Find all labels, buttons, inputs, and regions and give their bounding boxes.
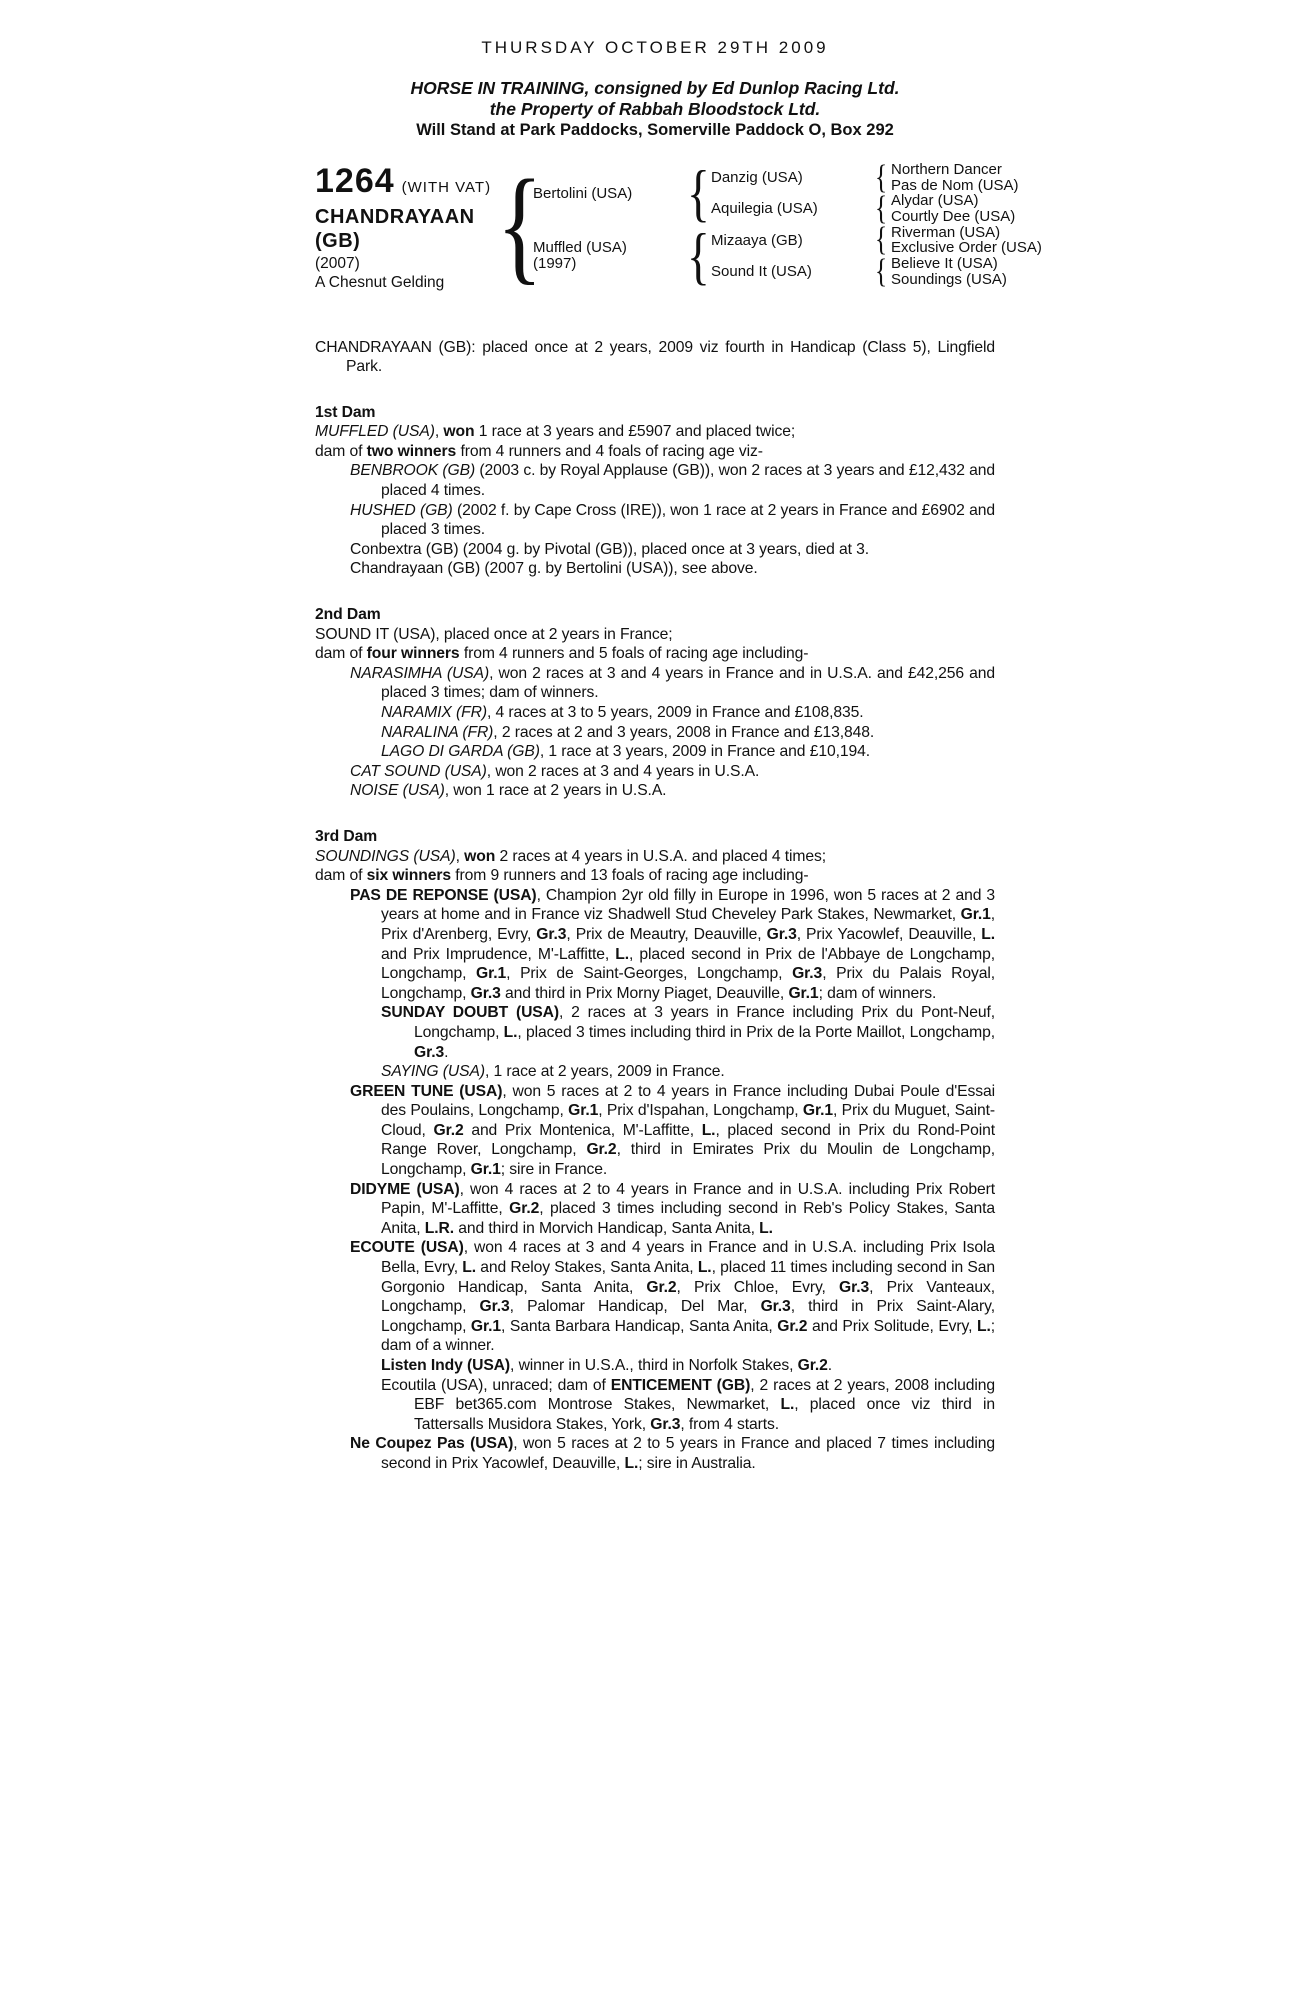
text-segment: (2003 c. by Royal Applause (GB)), won 2 races at 3 years and £12,432 and placed 4 times. [381, 462, 995, 500]
lot-title [315, 164, 507, 198]
text-segment: , Prix de Saint-Georges, Longchamp, [506, 965, 793, 983]
text-segment: , 1 race at 3 years, 2009 in France and £10,194. [539, 743, 870, 761]
text-segment: 2 races at 4 years in U.S.A. and placed 4 times; [495, 847, 826, 865]
text-segment: , Santa Barbara Handicap, Santa Anita, [501, 1317, 778, 1335]
text-segment: DIDYME (USA) [350, 1180, 460, 1198]
pedigree-paragraph [315, 723, 995, 743]
text-segment: L. [624, 1454, 639, 1472]
text-segment: and Reloy Stakes, Santa Anita, [476, 1259, 698, 1277]
text-segment: , winner in U.S.A., third in Norfolk Stakes, [510, 1357, 798, 1374]
text-segment: , placed once viz third in Tattersalls Musidora Stakes, York, [414, 1396, 996, 1433]
horse-description: A Chesnut Gelding [315, 273, 445, 291]
text-segment: dam of [315, 867, 367, 885]
text-segment: L. [976, 1317, 991, 1335]
text-segment: ; sire in France. [500, 1161, 608, 1179]
text-segment: , Prix d'Arenberg, Evry, [381, 906, 995, 943]
dam-section [315, 605, 995, 801]
text-segment: Gr.3 [470, 984, 501, 1002]
text-segment: , Prix Yacowlef, Deauville, [796, 925, 982, 943]
great-grandparent-name: Soundings (USA) [891, 270, 1007, 288]
lot-number: 1264 [315, 162, 395, 200]
text-segment: , 2 races at 2 years, 2008 including EBF bet365.com Montrose Stakes, Newmarket, [414, 1376, 995, 1414]
text-segment: Listen Indy (USA) [381, 1357, 511, 1374]
text-segment: , won 1 race at 2 years in U.S.A. [444, 782, 667, 800]
pedigree-paragraph [315, 866, 995, 886]
pedigree-paragraph [315, 1434, 995, 1473]
dam-year: (1997) [533, 255, 577, 273]
text-segment: six winners [366, 867, 451, 885]
text-segment: , 2 races at 2 and 3 years, 2008 in France and £13,848. [493, 723, 875, 741]
dam-dam-name: Sound It (USA) [711, 262, 812, 280]
text-segment: Ne Coupez Pas (USA) [350, 1435, 514, 1453]
text-segment: , Prix du Palais Royal, Longchamp, [381, 965, 995, 1002]
pedigree-brace-icon [871, 193, 891, 224]
text-segment: SOUNDINGS (USA) [315, 847, 456, 865]
text-segment: NOISE (USA) [350, 782, 445, 800]
great-grandparent-name: Riverman (USA) [891, 223, 1001, 241]
pedigree-paragraph [315, 1376, 995, 1435]
text-segment: L. [981, 925, 995, 943]
race-record [315, 338, 995, 377]
text-segment: and Prix Imprudence, M'-Laffitte, [381, 945, 616, 963]
text-segment: ENTICEMENT (GB) [610, 1376, 751, 1394]
dam-section-heading: 1st Dam [315, 403, 376, 421]
text-segment: Ecoutila (USA), unraced; dam of [381, 1376, 611, 1394]
pedigree-paragraph [315, 644, 995, 664]
text-segment: SAYING (USA) [381, 1063, 485, 1081]
text-segment: Gr.2 [646, 1278, 677, 1296]
horse-country-suffix: (GB) [315, 230, 361, 252]
text-segment: Gr.2 [586, 1141, 617, 1159]
text-segment: , won 2 races at 3 and 4 years in France and in U.S.A. and £42,256 and placed 3 times; dam of winners. [381, 664, 995, 702]
text-segment: Gr.1 [802, 1102, 833, 1120]
great-grandparent-name: Exclusive Order (USA) [891, 239, 1042, 257]
dam-name: Muffled (USA) [533, 239, 627, 257]
text-segment: and third in Morvich Handicap, Santa Anita, [454, 1219, 760, 1237]
great-grandparent-name: Northern Dancer [891, 161, 1002, 178]
text-segment: ECOUTE (USA) [350, 1239, 464, 1257]
text-segment: . [444, 1043, 449, 1061]
text-segment: four winners [366, 645, 460, 663]
text-segment: , won 4 races at 2 to 4 years in France and in U.S.A. including Prix Robert Papin, M'-Laffitte, [381, 1180, 995, 1218]
dam-block [533, 225, 685, 288]
text-segment: , Prix de Meautry, Deauville, [566, 925, 767, 943]
text-segment: L. [780, 1396, 795, 1414]
pedigree-paragraph [315, 847, 995, 867]
pedigree-paragraph [315, 559, 995, 579]
text-segment: and Prix Montenica, M'-Laffitte, [463, 1121, 702, 1139]
text-segment: L. [759, 1219, 773, 1237]
pedigree-paragraph [315, 762, 995, 782]
text-segment: L. [615, 945, 629, 963]
text-segment: , placed 11 times including second in San Gorgonio Handicap, Santa Anita, [381, 1259, 995, 1296]
pedigree-paragraph [315, 1356, 995, 1376]
text-segment: L. [462, 1259, 476, 1277]
text-segment: ; dam of winners. [818, 984, 937, 1002]
text-segment: Gr.2 [509, 1200, 540, 1218]
pedigree-paragraph [315, 501, 995, 540]
text-segment: , third in Emirates Prix du Moulin de Longchamp, Longchamp, [381, 1141, 995, 1179]
text-segment: Gr.2 [777, 1317, 808, 1335]
property-line: the Property of Rabbah Bloodstock Ltd. [489, 99, 821, 119]
text-segment: SUNDAY DOUBT (USA) [381, 1004, 560, 1022]
pedigree-brace-icon [685, 162, 711, 225]
text-segment: Gr.3 [414, 1043, 445, 1061]
text-segment: CAT SOUND (USA) [350, 762, 487, 780]
text-segment: Gr.2 [433, 1121, 464, 1139]
pedigree-brace-icon [871, 225, 891, 256]
pedigree-paragraph [315, 1082, 995, 1180]
text-segment: Gr.3 [479, 1298, 510, 1316]
pedigree-paragraph [315, 1003, 995, 1062]
pedigree-brace-icon [871, 256, 891, 287]
sire-sire-name: Danzig (USA) [711, 168, 803, 186]
text-segment: Gr.1 [960, 906, 991, 924]
text-segment: ; dam of a winner. [381, 1317, 995, 1355]
text-segment: , Prix Vanteaux, Longchamp, [381, 1278, 995, 1316]
text-segment: LAGO DI GARDA (GB) [381, 743, 540, 761]
foaling-year: (2007) [315, 255, 360, 272]
text-segment: , Prix d'Ispahan, Longchamp, [598, 1102, 803, 1120]
text-segment: GREEN TUNE (USA) [350, 1082, 503, 1100]
text-segment: NARASIMHA (USA) [350, 664, 490, 682]
text-segment: Gr.1 [788, 984, 819, 1002]
text-segment: Chandrayaan (GB) (2007 g. by Bertolini (USA)), see above. [350, 560, 758, 578]
text-segment: L.R. [424, 1219, 455, 1237]
pedigree-brace-icon [871, 162, 891, 193]
text-segment: Gr.3 [536, 925, 567, 943]
text-segment: , from 4 starts. [680, 1415, 780, 1433]
pedigree-paragraph [315, 781, 995, 801]
text-segment: , placed 3 times including second in Reb's Policy Stakes, Santa Anita, [381, 1200, 995, 1237]
text-segment: Gr.1 [568, 1102, 599, 1120]
page-header [315, 0, 995, 140]
great-grandparent-name: Alydar (USA) [891, 192, 979, 210]
text-segment: Gr.3 [766, 925, 797, 943]
text-segment: . [827, 1357, 833, 1374]
text-segment: , [434, 423, 444, 441]
pedigree-paragraph [315, 625, 995, 645]
text-segment: NARALINA (FR) [381, 723, 494, 741]
text-segment: , placed 3 times including third in Prix de la Porte Maillot, Longchamp, [517, 1023, 995, 1041]
text-segment: L. [697, 1259, 712, 1277]
text-segment: dam of [315, 645, 367, 663]
text-segment: Gr.3 [839, 1278, 870, 1296]
dam-sire-name: Mizaaya (GB) [711, 231, 803, 249]
text-segment: , 2 races at 3 years in France including Prix du Pont-Neuf, Longchamp, [414, 1004, 995, 1041]
text-segment: and third in Prix Morny Piaget, Deauville, [500, 984, 789, 1002]
text-segment: , won 4 races at 3 and 4 years in France and in U.S.A. including Prix Isola Bella, Evry, [381, 1239, 995, 1277]
sire-dam-name: Aquilegia (USA) [711, 200, 818, 218]
text-segment: 1 race at 3 years and £5907 and placed twice; [474, 423, 796, 441]
text-segment: Gr.1 [476, 965, 507, 983]
text-segment: NARAMIX (FR) [381, 704, 487, 721]
text-segment: L. [701, 1121, 716, 1139]
text-segment: , won 5 races at 2 to 4 years in France including Dubai Poule d'Essai des Poulains, Longchamp, [381, 1082, 996, 1120]
pedigree-paragraph [315, 1062, 995, 1082]
text-segment: , 1 race at 2 years, 2009 in France. [484, 1063, 725, 1081]
text-segment: two winners [366, 442, 457, 460]
text-segment: , Champion 2yr old filly in Europe in 1996, won 5 races at 2 and 3 years at home and in France viz Shadwell Stud Cheveley Park Stakes, Newmarket, [381, 886, 995, 924]
text-segment: dam of [315, 442, 367, 460]
text-segment: , won 5 races at 2 to 5 years in France and placed 7 times including second in Prix Yacowlef, Deauville, [381, 1435, 996, 1472]
pedigree-paragraph [315, 886, 995, 1004]
pedigree-paragraph [315, 742, 995, 762]
dam-section-heading: 3rd Dam [315, 827, 378, 845]
pedigree-paragraph [315, 1238, 995, 1356]
text-segment: , Prix du Muguet, Saint-Cloud, [381, 1102, 995, 1139]
text-segment: won [464, 847, 496, 865]
lot-block [315, 162, 507, 291]
text-segment: , Palomar Handicap, Del Mar, [509, 1298, 761, 1316]
text-segment: PAS DE REPONSE (USA) [350, 886, 537, 904]
sale-date: THURSDAY OCTOBER 29TH 2009 [481, 38, 829, 57]
great-grandparent-name: Believe It (USA) [891, 255, 998, 273]
text-segment: (2002 f. by Cape Cross (IRE)), won 1 race at 2 years in France and £6902 and placed 3 times. [381, 501, 995, 539]
dam-section [315, 403, 995, 579]
text-segment: Gr.3 [650, 1415, 681, 1433]
text-segment: won [443, 423, 475, 441]
race-record-paragraph [315, 338, 995, 377]
text-segment: MUFFLED (USA) [315, 423, 435, 441]
pedigree-paragraph [315, 1180, 995, 1239]
text-segment: CHANDRAYAAN (GB): placed once at 2 years, 2009 viz fourth in Handicap (Class 5), Lingfield Park. [315, 338, 995, 376]
dam-sections [315, 403, 995, 1474]
stabling-location: Will Stand at Park Paddocks, Somerville Paddock O, Box 292 [416, 121, 894, 139]
pedigree-paragraph [315, 664, 995, 703]
text-segment: ; sire in Australia. [638, 1454, 756, 1472]
dam-section [315, 827, 995, 1474]
text-segment: L. [503, 1023, 518, 1041]
text-segment: from 9 runners and 13 foals of racing age including- [450, 867, 809, 885]
text-segment: , [455, 847, 465, 865]
pedigree-brace-icon [507, 162, 533, 288]
text-segment: from 4 runners and 4 foals of racing age viz- [456, 442, 763, 460]
text-segment: , Prix Chloe, Evry, [676, 1278, 840, 1296]
great-grandparent-name: Pas de Nom (USA) [891, 176, 1019, 194]
text-segment: HUSHED (GB) [350, 501, 453, 519]
text-segment: Gr.3 [792, 965, 823, 983]
pedigree-paragraph [315, 461, 995, 500]
text-segment: Gr.2 [797, 1357, 828, 1374]
dam-section-heading: 2nd Dam [315, 606, 381, 624]
pedigree-paragraph [315, 442, 995, 462]
great-grandparent-name: Courtly Dee (USA) [891, 208, 1016, 226]
text-segment: , won 2 races at 3 and 4 years in U.S.A. [486, 762, 760, 780]
text-segment: SOUND IT (USA), placed once at 2 years in France; [315, 625, 673, 643]
text-segment: from 4 runners and 5 foals of racing age including- [459, 645, 809, 663]
text-segment: Gr.3 [760, 1298, 791, 1316]
text-segment: , third in Prix Saint-Alary, Longchamp, [381, 1298, 995, 1335]
page-content [315, 0, 1042, 1474]
vat-note: (WITH VAT) [401, 179, 492, 196]
text-segment: Gr.1 [470, 1317, 502, 1335]
pedigree-paragraph [315, 540, 995, 560]
pedigree-table [315, 161, 1077, 291]
text-segment: , placed second in Prix de l'Abbaye de Longchamp, Longchamp, [381, 945, 995, 983]
sire-name: Bertolini (USA) [533, 184, 633, 202]
horse-name: CHANDRAYAAN [315, 206, 475, 228]
pedigree-paragraph [315, 422, 995, 442]
pedigree-brace-icon [685, 225, 711, 288]
consignment-title: HORSE IN TRAINING, consigned by Ed Dunlop Racing Ltd. [410, 78, 900, 98]
text-segment: , placed second in Prix du Rond-Point Range Rover, Longchamp, [381, 1121, 995, 1159]
text-segment: BENBROOK (GB) [350, 462, 476, 480]
text-segment: Gr.1 [470, 1161, 501, 1179]
text-segment: Conbextra (GB) (2004 g. by Pivotal (GB)), placed once at 3 years, died at 3. [350, 540, 870, 558]
text-segment: , 4 races at 3 to 5 years, 2009 in France and £108,835. [487, 704, 864, 721]
pedigree-paragraph [315, 703, 995, 723]
text-segment: and Prix Solitude, Evry, [807, 1317, 977, 1335]
